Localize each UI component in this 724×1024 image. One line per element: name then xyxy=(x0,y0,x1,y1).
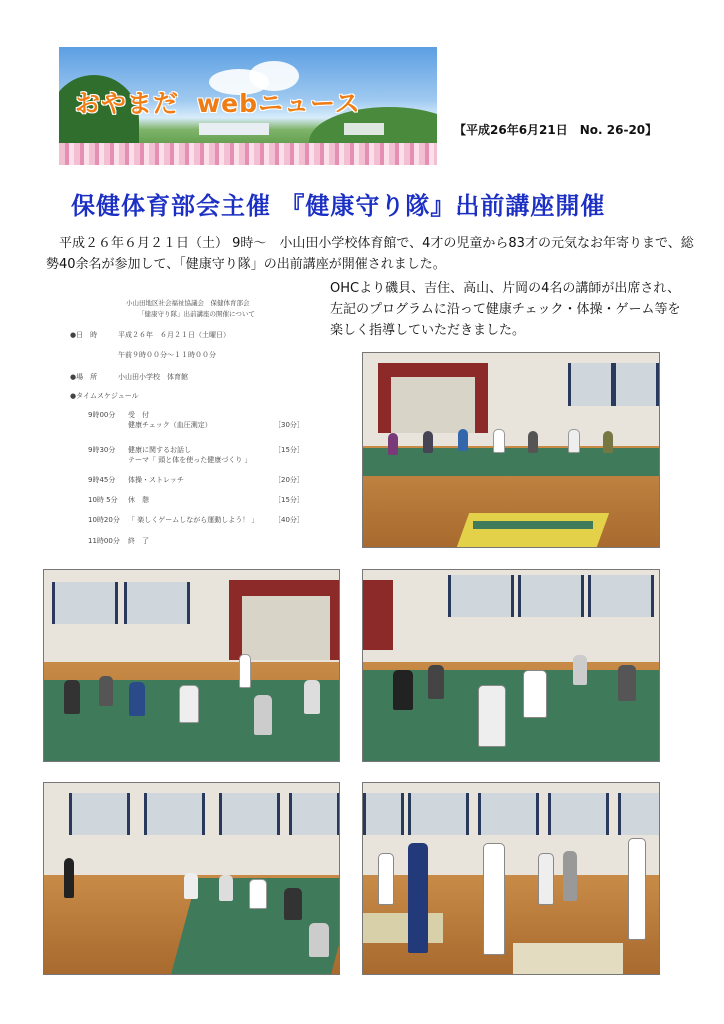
schedule-item: 健康チェック（血圧測定） ［30分］ xyxy=(128,421,304,429)
header-banner xyxy=(59,47,437,165)
photo-gym-overview xyxy=(362,352,660,548)
schedule-document xyxy=(56,290,320,545)
schedule-item: 10時 5分 休 憩 ［15分］ xyxy=(88,496,304,504)
schedule-item: 10時20分 「 楽しくゲームしながら運動しよう！ 」 ［40分］ xyxy=(88,516,304,524)
banner-title-main: おやまだ xyxy=(75,89,180,118)
doc-place-label: ●場 所 xyxy=(70,373,98,381)
doc-date-label: ●日 時 xyxy=(70,331,98,339)
issue-info: 【平成26年6月21日 No. 26-20】 xyxy=(454,123,658,137)
headline: 保健体育部会主催 『健康守り隊』出前講座開催 xyxy=(71,192,606,220)
doc-time-value: 午前９時００分～１１時００分 xyxy=(118,351,216,359)
schedule-item: 9時00分 受 付 xyxy=(88,411,149,419)
doc-header-org: 小山田地区社会福祉協議会 保健体育部会 xyxy=(126,299,250,307)
doc-place-value: 小山田小学校 体育館 xyxy=(118,373,188,381)
photo-stretching-group xyxy=(362,569,660,762)
banner-title-web: webニュース xyxy=(197,89,361,118)
intro-paragraph: 平成２６年６月２１日（土） 9時～ 小山田小学校体育館で、4才の児童から83才の元気なお年寄りまで、総勢40余名が参加して、「健康守り隊」の出前講座が開催されました。 xyxy=(46,236,694,272)
doc-date-value: 平成２６年 ６月２１日（土曜日） xyxy=(118,331,230,339)
banner-title xyxy=(75,84,361,120)
schedule-item: 9時30分 健康に関するお話し ［15分］ xyxy=(88,446,304,454)
photo-standing-exercise xyxy=(362,782,660,975)
photo-seated-group xyxy=(43,569,340,762)
schedule-item: テーマ「 頭と体を使った健康づくり 」 xyxy=(128,456,252,464)
schedule-item: 9時45分 体操・ストレッチ ［20分］ xyxy=(88,476,304,484)
schedule-item: 11時00分 終 了 xyxy=(88,537,149,545)
photo-leg-exercise xyxy=(43,782,340,975)
doc-header-title: 「健康守り隊」出前講座の開催について xyxy=(138,310,255,318)
doc-schedule-label: ●タイムスケジュール xyxy=(70,392,139,400)
instructor-paragraph: OHCより磯貝、吉住、高山、片岡の4名の講師が出席され、左記のプログラムに沿って健康チェック・体操・ゲーム等を楽しく指導していただきました。 xyxy=(330,281,681,338)
